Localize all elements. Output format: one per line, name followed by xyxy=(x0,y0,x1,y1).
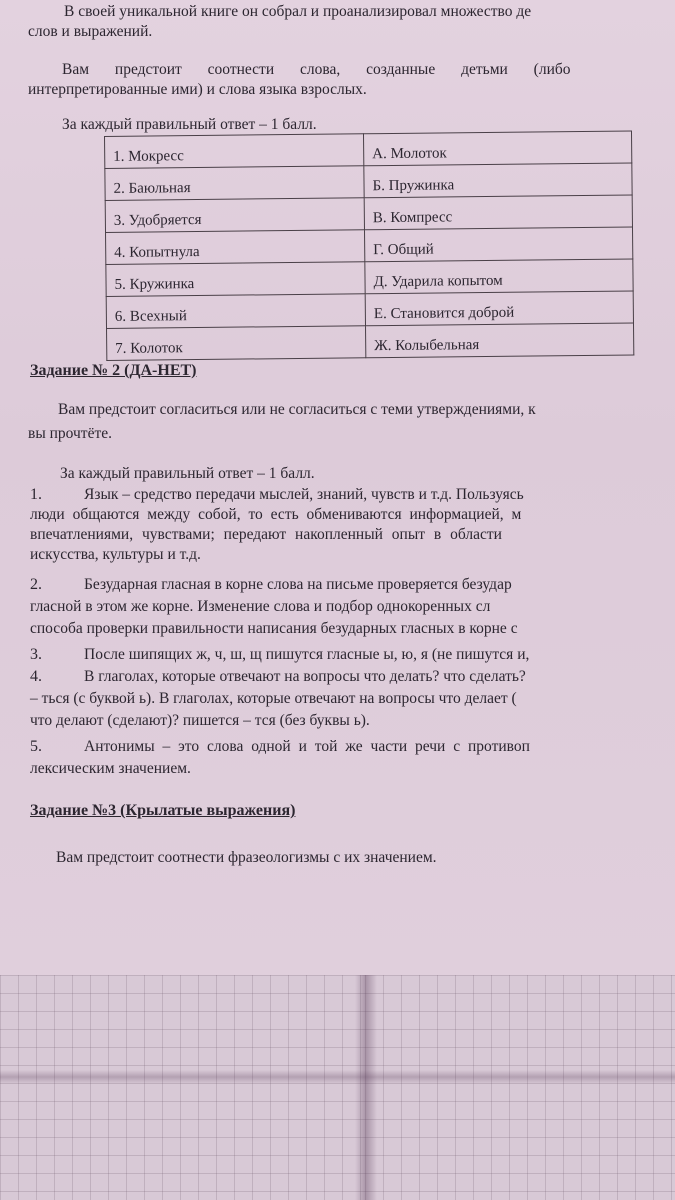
task2-score-note: За каждый правильный ответ – 1 балл. xyxy=(60,465,315,482)
statement-text: гласной в этом же корне. Изменение слова и подбор однокоренных сл xyxy=(30,598,491,615)
statement-text: В глаголах, которые отвечают на вопросы что делать? что сделать? xyxy=(84,668,526,685)
task3-intro: Вам предстоит соотнести фразеологизмы с их значением. xyxy=(56,849,437,866)
task2-intro-line-1: Вам предстоит согласиться или не согласиться с теми утверждениями, к xyxy=(58,401,536,418)
statement-text: Антонимы – это слова одной и той же части речи с противоп xyxy=(84,738,530,755)
statement-text: Язык – средство передачи мыслей, знаний, чувств и т.д. Пользуясь xyxy=(84,486,524,503)
table-row xyxy=(107,323,634,361)
statement-text: люди общаются между собой, то есть обмениваются информацией, м xyxy=(30,506,522,523)
task1-score-note: За каждый правильный ответ – 1 балл. xyxy=(62,116,317,133)
statement-text: лексическим значением. xyxy=(30,760,191,777)
intro-line-4: интерпретированные ими) и слова языка взрослых. xyxy=(28,81,367,98)
adult-word: Б. Пружинка xyxy=(364,163,632,198)
child-word: 6. Всехный xyxy=(106,294,365,329)
statement-number: 1. xyxy=(30,486,42,503)
statement-text: – ться (с буквой ь). В глаголах, которые отвечают на вопросы что делает ( xyxy=(30,690,517,707)
intro-line-1: В своей уникальной книге он собрал и проанализировал множество де xyxy=(64,3,532,20)
intro-line-3: Вам предстоит соотнести слова, созданные детьми (либо xyxy=(62,61,571,78)
statement-text: После шипящих ж, ч, ш, щ пишутся гласные ы, ю, я (не пишутся и, xyxy=(84,646,530,663)
adult-word: Ж. Колыбельная xyxy=(366,323,634,358)
statement-number: 4. xyxy=(30,668,42,685)
child-word: 3. Удобряется xyxy=(105,198,364,233)
notebook-page-edge xyxy=(0,1070,675,1084)
adult-word: А. Молоток xyxy=(363,131,631,166)
child-word: 2. Баюльная xyxy=(105,166,364,201)
task3-heading: Задание №3 (Крылатые выражения) xyxy=(30,802,296,819)
intro-line-2: слов и выражений. xyxy=(28,23,153,40)
notebook-page-right xyxy=(365,975,675,1200)
statement-text: искусства, культуры и т.д. xyxy=(30,546,201,563)
statement-number: 5. xyxy=(30,738,42,755)
adult-word: Е. Становится доброй xyxy=(365,291,633,326)
adult-word: Г. Общий xyxy=(364,227,632,262)
statement-number: 2. xyxy=(30,576,42,593)
statement-text: способа проверки правильности написания безударных гласных в корне с xyxy=(30,620,518,637)
statement-text: впечатлениями, чувствами; передают накопленный опыт в области xyxy=(30,526,502,543)
statement-number: 3. xyxy=(30,646,42,663)
task2-intro-line-2: вы прочтёте. xyxy=(28,425,112,442)
child-word: 4. Копытнула xyxy=(106,230,365,265)
statement-text: Безударная гласная в корне слова на письме проверяется безудар xyxy=(84,576,512,593)
child-word: 7. Колоток xyxy=(107,326,366,361)
statement-text: что делают (сделают)? пишется – тся (без буквы ь). xyxy=(30,712,370,729)
child-word: 5. Кружинка xyxy=(106,262,365,297)
child-word: 1. Мокресс xyxy=(105,134,364,169)
matching-table xyxy=(104,130,634,361)
notebook-fold xyxy=(355,975,377,1200)
task2-heading: Задание № 2 (ДА-НЕТ) xyxy=(30,362,197,379)
notebook-page-left xyxy=(0,975,365,1200)
adult-word: Д. Ударила копытом xyxy=(365,259,633,294)
adult-word: В. Компресс xyxy=(364,195,632,230)
